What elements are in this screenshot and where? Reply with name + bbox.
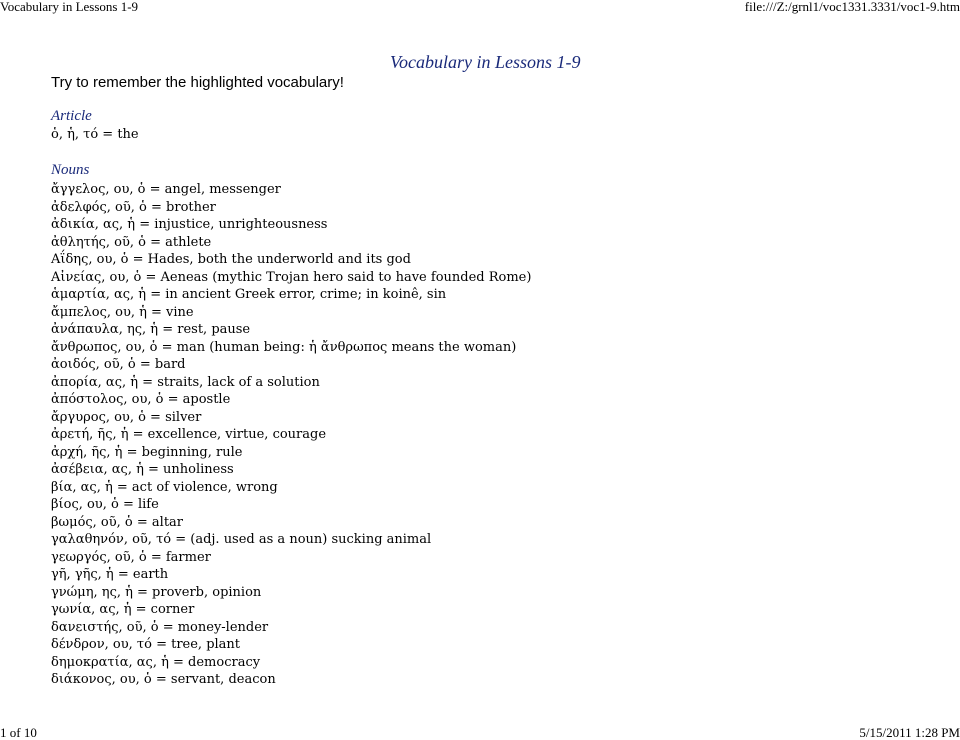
vocab-entry: ἀδελφός, οῦ, ὁ = brother xyxy=(51,199,216,215)
nouns-heading: Nouns xyxy=(51,162,90,178)
vocab-entry: βωμός, οῦ, ὁ = altar xyxy=(51,514,184,530)
nouns-list xyxy=(51,181,531,689)
vocab-entry: ἀρχή, ῆς, ἡ = beginning, rule xyxy=(51,444,243,460)
vocab-entry: βία, ας, ἡ = act of violence, wrong xyxy=(51,479,278,495)
vocab-entry: βίος, ου, ὁ = life xyxy=(51,497,159,512)
vocab-entry: ἀθλητής, οῦ, ὁ = athlete xyxy=(51,234,212,250)
vocab-entry: ἀοιδός, οῦ, ὁ = bard xyxy=(51,357,186,372)
vocab-entry: ἀσέβεια, ας, ἡ = unholiness xyxy=(51,462,234,477)
vocab-entry: ἄμπελος, ου, ἡ = vine xyxy=(51,304,194,320)
vocab-entry: ἄνθρωπος, ου, ὁ = man (human being: ἡ ἄνθρωπος means the woman) xyxy=(51,339,517,355)
article-heading: Article xyxy=(51,108,92,124)
article-entry: ὁ, ἡ, τό = the xyxy=(51,127,139,142)
header-title: Vocabulary in Lessons 1-9 xyxy=(0,0,139,14)
footer-page-count: 1 of 10 xyxy=(0,725,37,740)
vocab-entry: ἀδικία, ας, ἡ = injustice, unrighteousness xyxy=(51,217,328,232)
vocab-entry: δανειστής, οῦ, ὁ = money-lender xyxy=(51,619,269,635)
vocab-entry: διάκονος, ου, ὁ = servant, deacon xyxy=(51,672,276,687)
header-url: file:///Z:/grnl1/voc1331.3331/voc1-9.htm xyxy=(744,0,960,14)
vocab-entry: ἀνάπαυλα, ης, ἡ = rest, pause xyxy=(51,322,251,337)
vocab-entry: ἀρετή, ῆς, ἡ = excellence, virtue, courage xyxy=(51,427,327,442)
vocab-entry: Αἰνείας, ου, ὁ = Aeneas (mythic Trojan hero said to have founded Rome) xyxy=(51,269,532,285)
vocab-entry: ἄγγελος, ου, ὁ = angel, messenger xyxy=(51,182,281,197)
vocab-entry: γνώμη, ης, ἡ = proverb, opinion xyxy=(51,584,262,600)
document-title: Vocabulary in Lessons 1-9 xyxy=(390,52,581,72)
vocab-entry: ἄργυρος, ου, ὁ = silver xyxy=(51,409,202,425)
instruction-text: Try to remember the highlighted vocabulary! xyxy=(51,74,344,91)
vocab-entry: Αΐδης, ου, ὁ = Hades, both the underworld and its god xyxy=(51,252,411,267)
footer-datetime: 5/15/2011 1:28 PM xyxy=(859,725,960,740)
vocab-entry: δένδρον, ου, τό = tree, plant xyxy=(51,637,241,652)
vocab-entry: ἁμαρτία, ας, ἡ = in ancient Greek error, crime; in koinê, sin xyxy=(51,287,447,302)
vocab-entry: ἀπόστολος, ου, ὁ = apostle xyxy=(51,392,231,407)
vocab-entry: γεωργός, οῦ, ὁ = farmer xyxy=(51,549,211,565)
vocab-entry: δημοκρατία, ας, ἡ = democracy xyxy=(51,654,261,670)
vocab-entry: γωνία, ας, ἡ = corner xyxy=(51,602,195,617)
vocab-entry: γαλαθηνόν, οῦ, τό = (adj. used as a noun) sucking animal xyxy=(51,532,432,547)
vocab-entry: γῆ, γῆς, ἡ = earth xyxy=(51,567,169,582)
vocab-entry: ἀπορία, ας, ἡ = straits, lack of a solution xyxy=(51,374,320,390)
